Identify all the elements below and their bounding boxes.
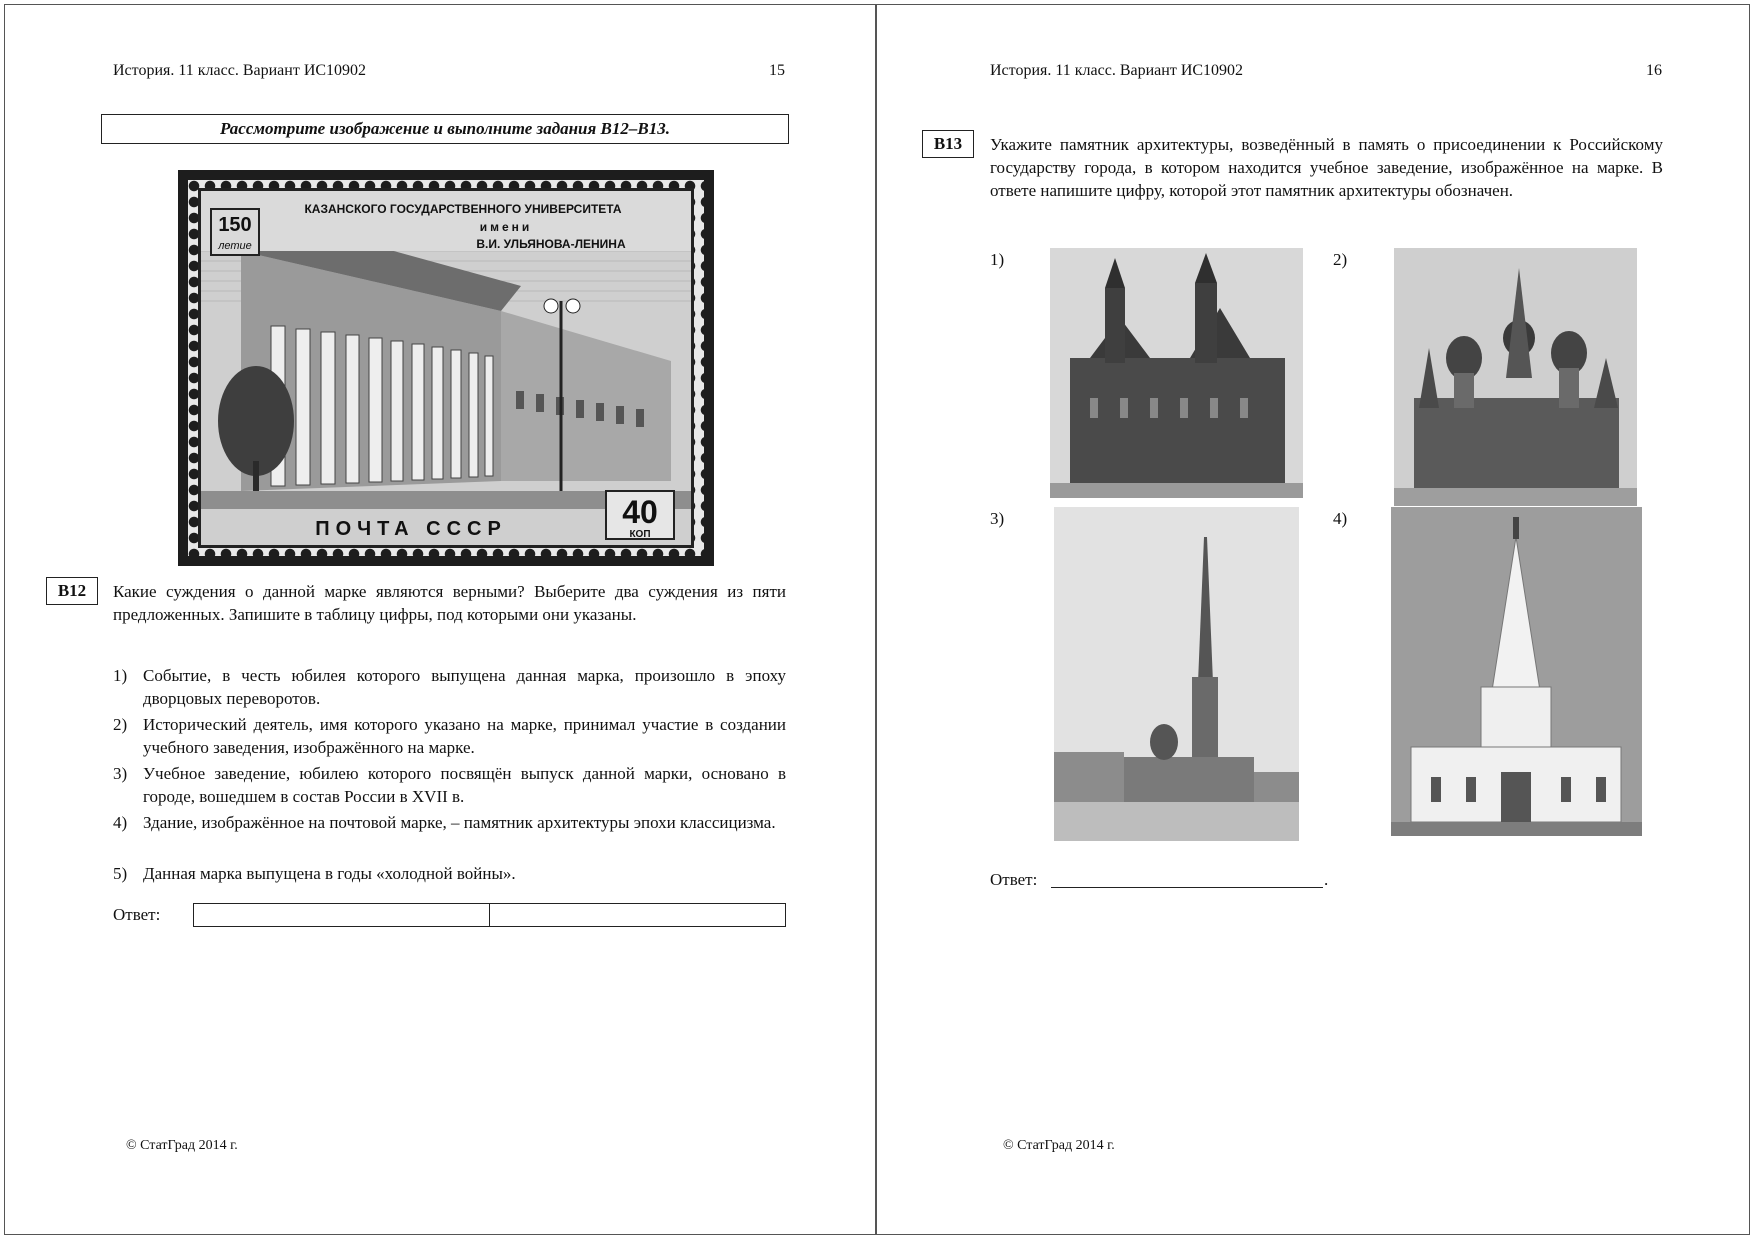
b12-option-5 [113,862,786,885]
stamp-picture [198,188,694,548]
option-number: 3) [113,764,128,783]
stamp-currency: КОП [629,529,651,540]
left-page-number: 15 [769,62,785,79]
history-museum-photo [1050,248,1303,498]
stamp-line-2: имени [479,220,533,234]
ascension-church-kolomenskoye-photo [1391,507,1642,836]
stamp-value: 40 [622,494,658,530]
stamp-jubilee-number: 150 [218,214,252,236]
photo-1-number: 1) [990,250,1005,269]
b12-option-1 [113,664,786,710]
b13-answer-field[interactable] [1051,887,1323,888]
stamp-jubilee-word: летие [218,240,252,252]
option-text: Исторический деятель, имя которого указано на марке, принимал участие в создании учебного заведения, изображённого на марке. [143,715,786,757]
question-b12-text: Какие суждения о данной марке являются верными? Выберите два суждения из пяти предложенных. Запишите в таблицу цифры, под которыми они указаны. [113,582,786,624]
photo-2-number: 2) [1333,250,1348,269]
st-basils-cathedral-photo [1394,248,1637,506]
b12-option-4 [113,811,786,857]
option-number: 1) [113,666,128,685]
stamp-line-1: КАЗАНСКОГО ГОСУДАРСТВЕННОГО УНИВЕРСИТЕТА [304,202,622,216]
right-page-footer: © СтатГрад 2014 г. [1003,1138,1115,1153]
option-text: Событие, в честь юбилея которого выпущена данная марка, произошло в эпоху дворцовых переворотов. [143,666,786,708]
b12-option-3 [113,762,786,808]
b12-answer-cell-1[interactable] [194,904,489,926]
left-page-header: История. 11 класс. Вариант ИС10902 [113,62,367,79]
right-page-header: История. 11 класс. Вариант ИС10902 [990,62,1244,79]
university-building-drawing [201,191,691,545]
b12-option-2 [113,713,786,759]
postage-stamp-image [178,170,714,566]
option-number: 4) [113,813,128,832]
b12-answer-table [193,903,786,927]
question-code-b12: B12 [46,577,98,605]
b13-answer-label: Ответ: [990,870,1038,889]
question-code-b13: B13 [922,130,974,158]
task-banner: Рассмотрите изображение и выполните задания B12–B13. [101,114,789,144]
left-page-footer: © СтатГрад 2014 г. [126,1138,238,1153]
option-text: Здание, изображённое на почтовой марке, – памятник архитектуры эпохи классицизма. [143,813,776,832]
stamp-bottom-text: ПОЧТА СССР [315,518,507,540]
photo-3-number: 3) [990,509,1005,528]
b12-answer-label: Ответ: [113,905,161,924]
option-text: Учебное заведение, юбилею которого посвящён выпуск данной марки, основано в городе, вошедшем в состав России в XVII в. [143,764,786,806]
photo-4-number: 4) [1333,509,1348,528]
stamp-line-3: В.И. УЛЬЯНОВА-ЛЕНИНА [476,237,626,251]
right-page-number: 16 [1646,62,1662,79]
peter-paul-cathedral-photo [1054,507,1299,841]
option-number: 5) [113,864,128,883]
option-number: 2) [113,715,128,734]
option-text: Данная марка выпущена в годы «холодной войны». [143,864,516,883]
b13-answer-end: . [1324,870,1329,889]
question-b13-text: Укажите памятник архитектуры, возведённый в память о присоединении к Российскому государству города, в котором находится учебное заведение, изображённое на марке. В ответе напишите цифру, которой этот памятник архитектуры обозначен. [990,135,1663,200]
b12-answer-cell-2[interactable] [489,904,785,926]
